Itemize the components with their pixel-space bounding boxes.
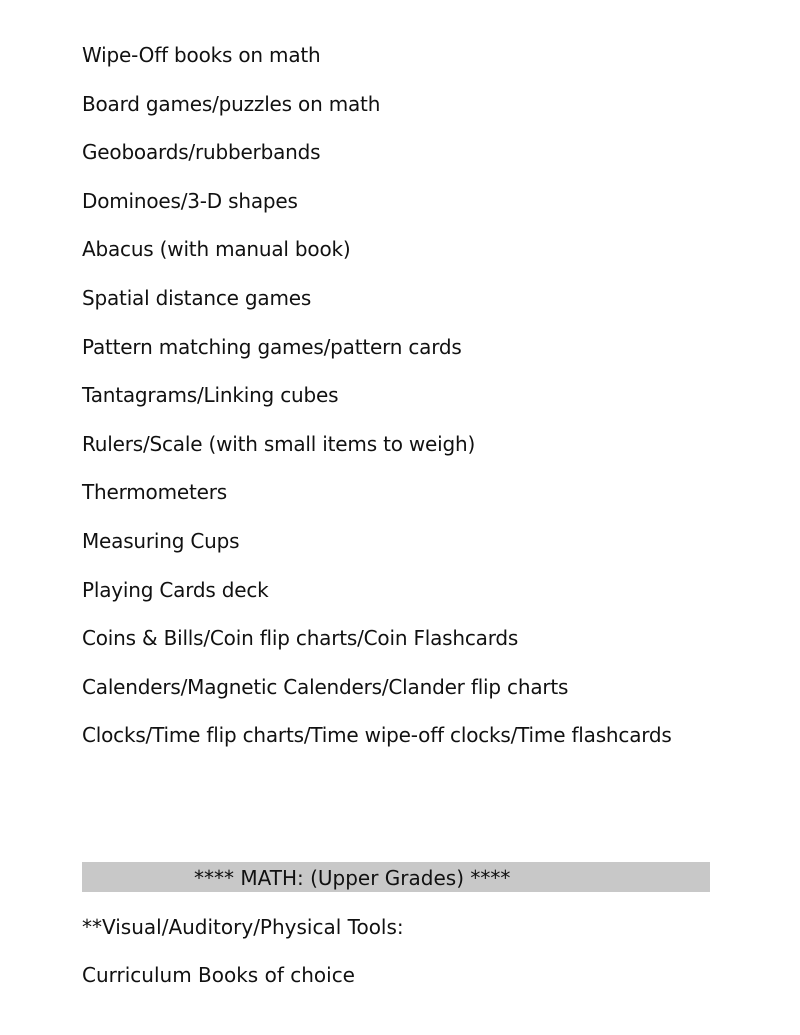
list-item: Calenders/Magnetic Calenders/Clander flip charts <box>82 674 569 699</box>
tools-heading: **Visual/Auditory/Physical Tools: <box>82 915 404 939</box>
list-item: Board games/puzzles on math <box>82 91 381 116</box>
list-item: Coins & Bills/Coin flip charts/Coin Flashcards <box>82 626 519 651</box>
math-materials-list <box>82 40 672 769</box>
list-item: Wipe-Off books on math <box>82 43 321 67</box>
list-item: Dominoes/3-D shapes <box>82 188 298 213</box>
list-item: Measuring Cups <box>82 528 240 553</box>
section-banner-title: **** MATH: (Upper Grades) **** <box>194 866 511 890</box>
list-item: Geoboards/rubberbands <box>82 140 321 165</box>
list-item: Pattern matching games/pattern cards <box>82 334 462 359</box>
list-item: Clocks/Time flip charts/Time wipe-off clocks/Time flashcards <box>82 723 672 748</box>
list-item: Abacus (with manual book) <box>82 237 351 262</box>
upper-grades-section-banner <box>82 862 710 892</box>
list-item: Rulers/Scale (with small items to weigh) <box>82 431 476 456</box>
list-item: Thermometers <box>82 480 227 505</box>
curriculum-item: Curriculum Books of choice <box>82 963 355 987</box>
list-item: Playing Cards deck <box>82 577 269 602</box>
list-item: Tantagrams/Linking cubes <box>82 383 339 408</box>
list-item: Spatial distance games <box>82 285 312 310</box>
